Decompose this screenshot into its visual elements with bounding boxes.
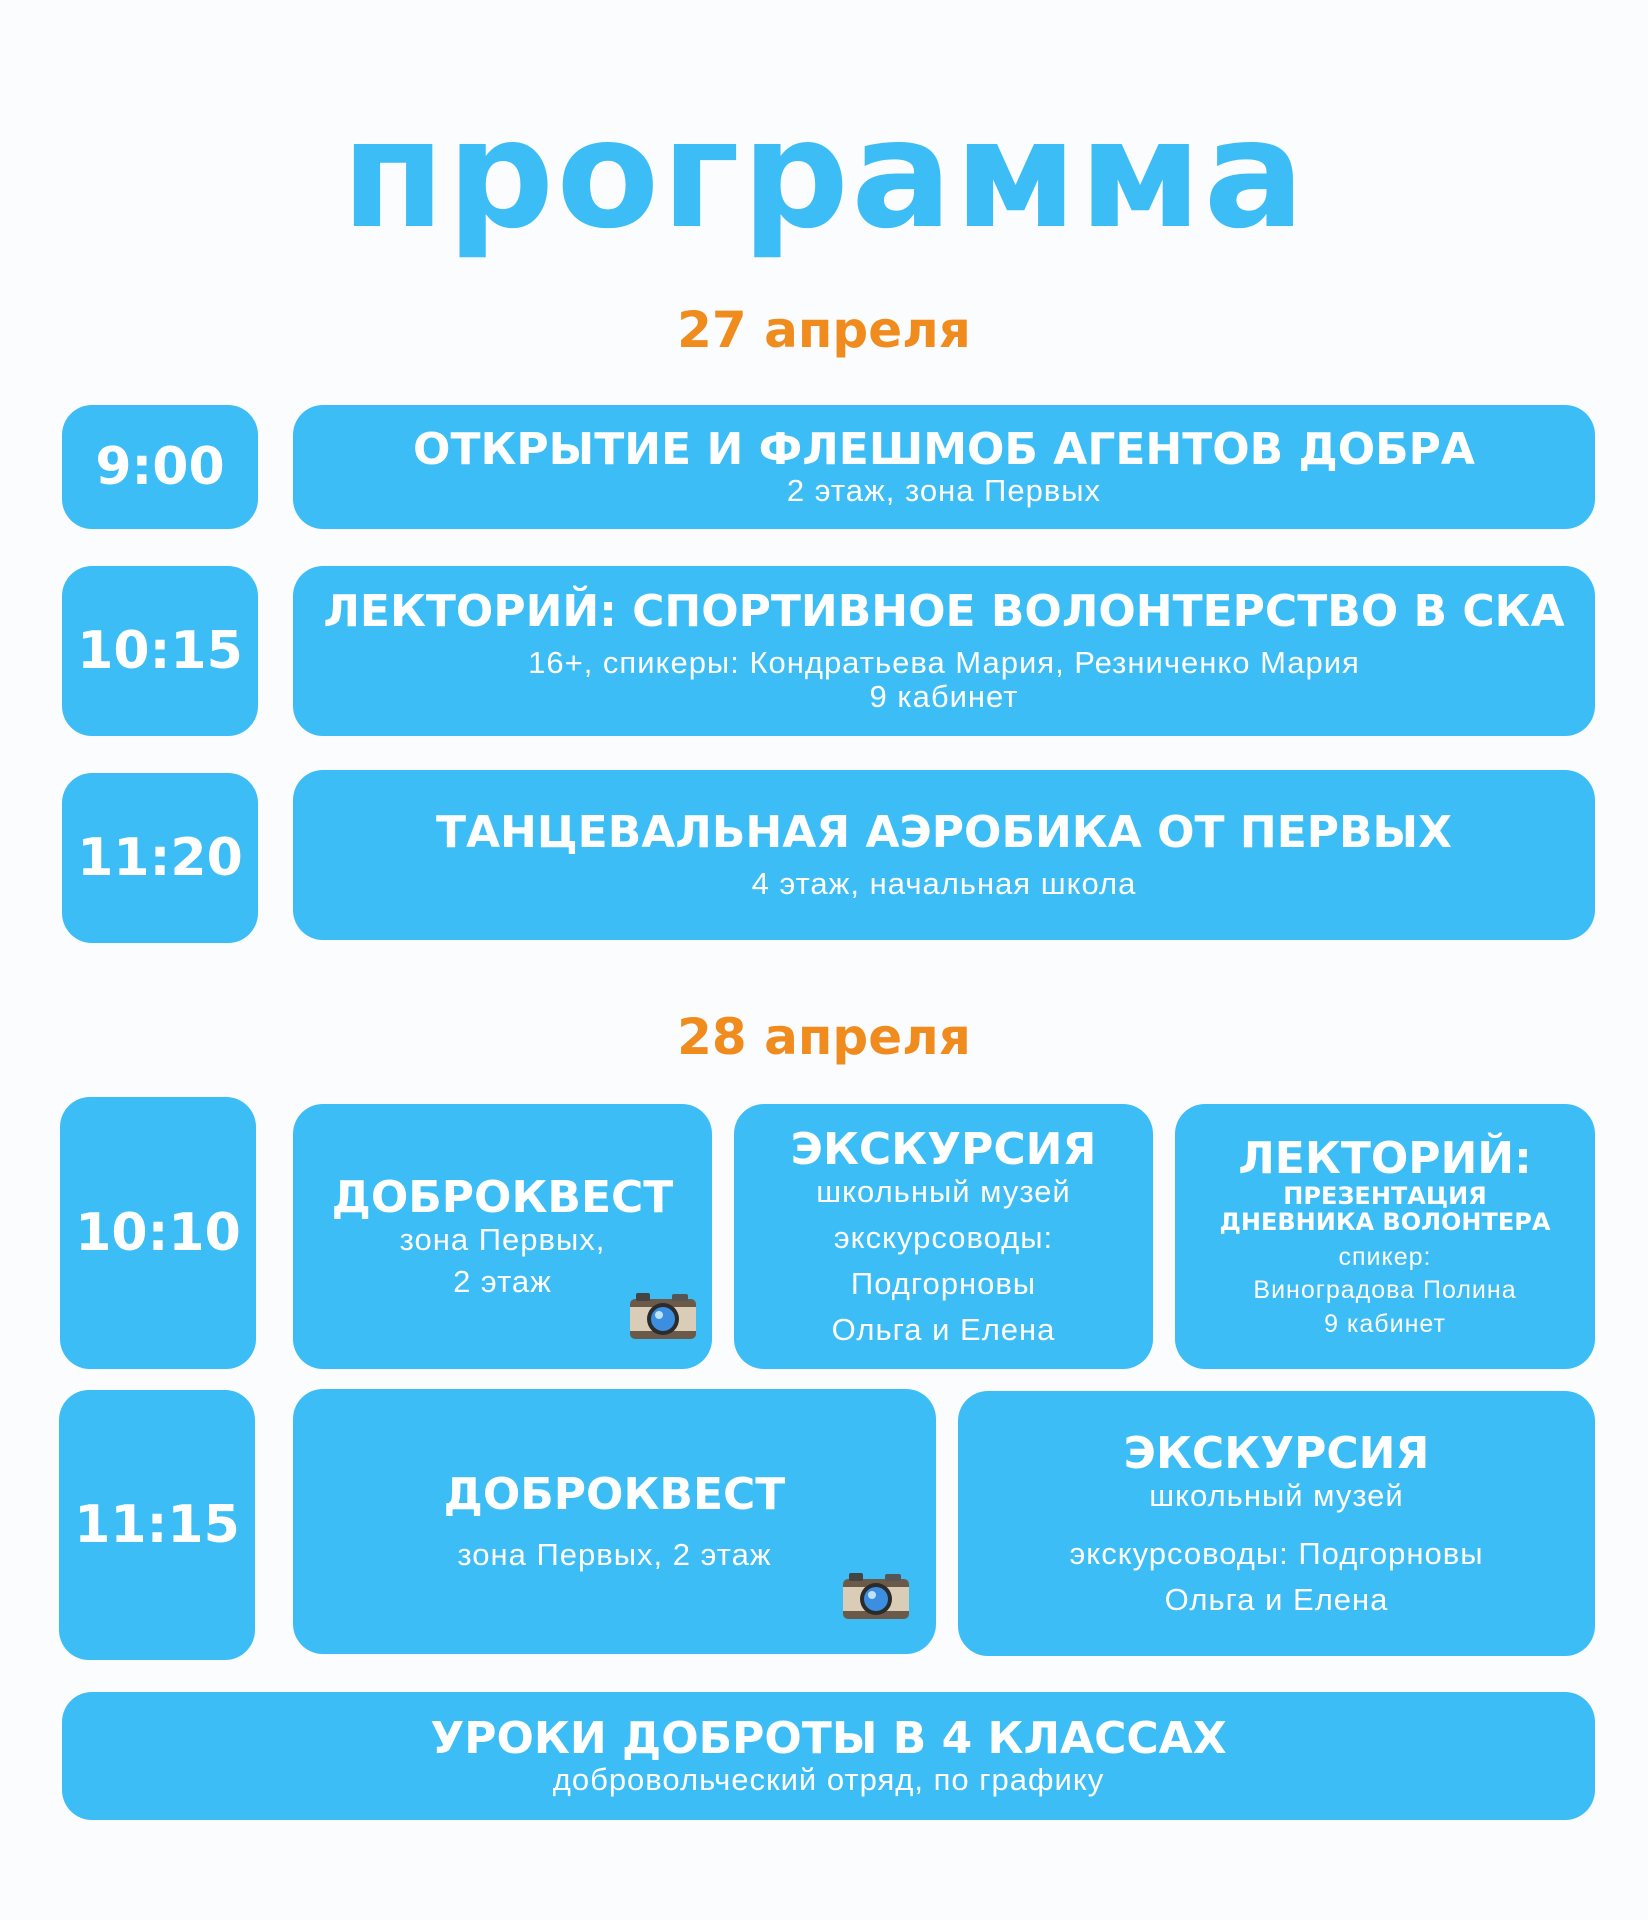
time-label: 10:15: [77, 621, 243, 681]
event-speaker: Виноградова Полина: [1253, 1276, 1517, 1305]
event-quest-2: [293, 1389, 936, 1654]
event-tour-2: [958, 1391, 1595, 1656]
time-label: 11:15: [74, 1495, 240, 1555]
event-kindness-lessons: [62, 1692, 1595, 1820]
event-subtitle: ПРЕЗЕНТАЦИЯ ДНЕВНИКА ВОЛОНТЕРА: [1219, 1182, 1551, 1237]
event-location: зона Первых,: [399, 1221, 606, 1257]
event-guides-surname: Подгорновы: [850, 1265, 1037, 1301]
event-aerobics: [293, 770, 1595, 940]
event-title: ЭКСКУРСИЯ: [790, 1124, 1097, 1176]
time-label: 11:20: [77, 828, 243, 888]
date-28-april: 28 апреля: [677, 1008, 971, 1066]
event-title: УРОКИ ДОБРОТЫ В 4 КЛАССАХ: [430, 1712, 1227, 1764]
event-lecture-sport: [293, 566, 1595, 736]
event-quest-1: [293, 1104, 712, 1369]
event-speakers: 16+, спикеры: Кондратьева Мария, Резниченко Мария: [528, 645, 1360, 681]
camera-icon: [841, 1569, 911, 1621]
time-box-1015: [62, 566, 258, 736]
event-location: 4 этаж, начальная школа: [751, 866, 1137, 902]
event-note: добровольческий отряд, по графику: [552, 1762, 1105, 1798]
event-title: ТАНЦЕВАЛЬНАЯ АЭРОБИКА ОТ ПЕРВЫХ: [435, 806, 1453, 858]
event-title: ДОБРОКВЕСТ: [443, 1469, 786, 1521]
event-location: 2 этаж, зона Первых: [786, 473, 1102, 509]
time-box-1115: [59, 1390, 255, 1660]
event-title: ОТКРЫТИЕ И ФЛЕШМОБ АГЕНТОВ ДОБРА: [413, 423, 1475, 475]
event-title: ЛЕКТОРИЙ:: [1238, 1132, 1532, 1184]
event-lecture-diary: [1175, 1104, 1595, 1369]
event-title: ЛЕКТОРИЙ: СПОРТИВНОЕ ВОЛОНТЕРСТВО В СКА: [323, 585, 1565, 637]
event-guides-names: Ольга и Елена: [831, 1311, 1056, 1347]
event-floor: 2 этаж: [453, 1263, 552, 1299]
event-guides-names: Ольга и Елена: [1164, 1581, 1389, 1617]
event-guides: экскурсоводы: Подгорновы: [1069, 1535, 1484, 1571]
time-box-900: [62, 405, 258, 529]
date-27-april: 27 апреля: [677, 301, 971, 359]
event-room: 9 кабинет: [1324, 1309, 1446, 1338]
event-opening: [293, 405, 1595, 529]
time-box-1010: [60, 1097, 256, 1369]
event-place: школьный музей: [816, 1173, 1071, 1209]
event-title: ЭКСКУРСИЯ: [1123, 1428, 1430, 1480]
event-guides-label: экскурсоводы:: [833, 1219, 1054, 1255]
time-label: 10:10: [75, 1203, 241, 1263]
time-label: 9:00: [95, 437, 225, 497]
camera-icon: [628, 1289, 698, 1341]
event-tour-1: [734, 1104, 1153, 1369]
event-speaker-label: спикер:: [1338, 1242, 1432, 1271]
event-room: 9 кабинет: [869, 679, 1019, 715]
event-location: зона Первых, 2 этаж: [457, 1536, 772, 1572]
event-title: ДОБРОКВЕСТ: [331, 1172, 674, 1224]
time-box-1120: [62, 773, 258, 943]
event-place: школьный музей: [1149, 1477, 1404, 1513]
page-title: программа: [341, 88, 1307, 262]
